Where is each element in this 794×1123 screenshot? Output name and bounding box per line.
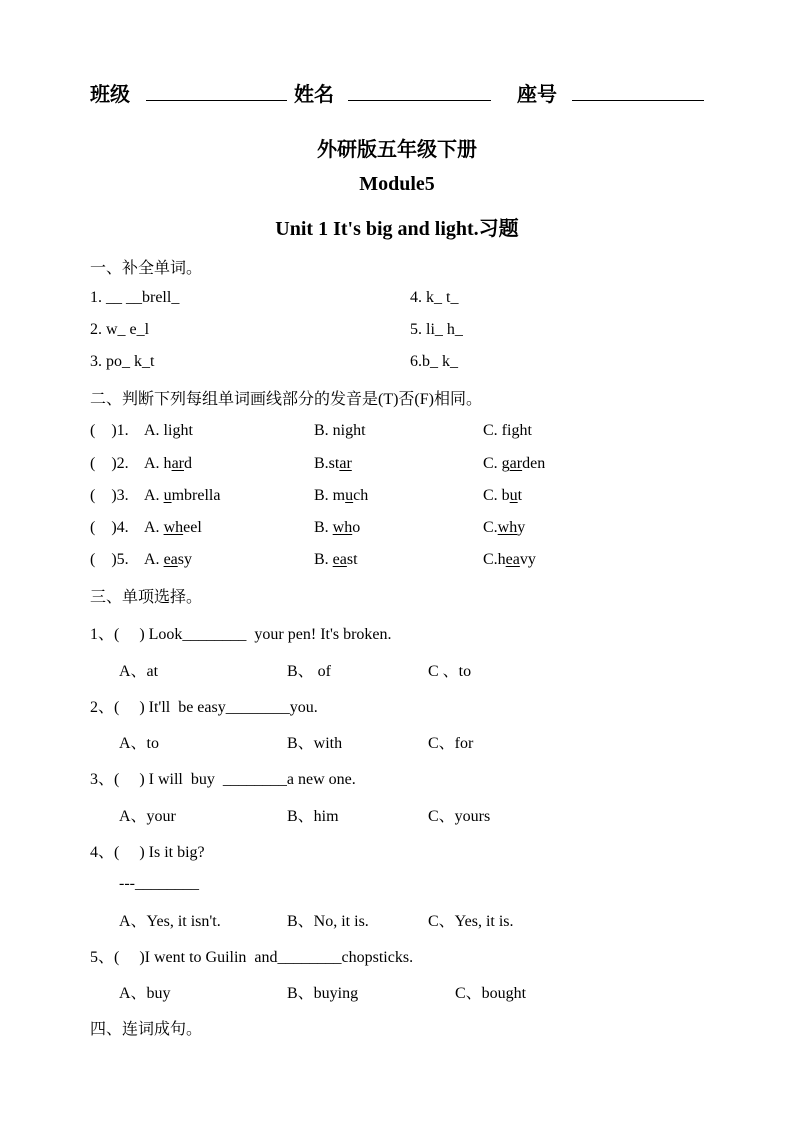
word-suffix: den xyxy=(522,455,546,472)
word-suffix: ht xyxy=(180,422,193,439)
judge-row-3-word-c xyxy=(483,487,522,505)
word-prefix: C. fi xyxy=(483,422,512,439)
question-1-option-a[interactable]: A、at xyxy=(119,663,159,680)
underlined-segment: g xyxy=(172,422,181,439)
judge-row-3-word-a xyxy=(144,487,220,505)
word-prefix: B. xyxy=(314,551,333,568)
word-item-4: 4. k_ t_ xyxy=(410,289,459,306)
word-prefix: B. m xyxy=(314,487,346,504)
underlined-segment: ar xyxy=(339,455,352,472)
judge-row-5-word-c xyxy=(483,551,536,569)
word-item-6: 6.b_ k_ xyxy=(410,353,458,370)
word-prefix: B. ni xyxy=(314,422,346,439)
question-2-option-b[interactable]: B、with xyxy=(287,735,343,752)
word-suffix: y xyxy=(517,519,526,536)
judge-row-5-number[interactable]: ( )5. xyxy=(90,551,129,568)
word-suffix: ht xyxy=(353,422,366,439)
question-3-stem: 3、( ) I will buy ________a new one. xyxy=(90,771,356,788)
judge-row-2-word-c xyxy=(483,455,545,473)
word-prefix: C. g xyxy=(483,455,510,472)
word-prefix: C. b xyxy=(483,487,510,504)
underlined-segment: ea xyxy=(332,551,347,568)
word-prefix: A. li xyxy=(144,422,173,439)
judge-row-2-word-b xyxy=(314,455,352,473)
judge-row-2-number[interactable]: ( )2. xyxy=(90,455,129,472)
word-suffix: ht xyxy=(519,422,532,439)
word-suffix: t xyxy=(517,487,523,504)
word-prefix: C. xyxy=(483,519,498,536)
judge-row-4-number[interactable]: ( )4. xyxy=(90,519,129,536)
underlined-segment: g xyxy=(511,422,520,439)
title-unit: Unit 1 It's big and light.习题 xyxy=(275,218,519,240)
judge-row-4-word-c xyxy=(483,519,525,537)
word-prefix: A. xyxy=(144,519,164,536)
word-suffix: eel xyxy=(183,519,202,536)
question-3-option-b[interactable]: B、him xyxy=(287,808,339,825)
question-4-option-a[interactable]: A、Yes, it isn't. xyxy=(119,913,221,930)
underlined-segment: ea xyxy=(505,551,520,568)
underlined-segment: ar xyxy=(509,455,523,472)
section2-heading: 二、判断下列每组单词画线部分的发音是(T)否(F)相同。 xyxy=(90,391,482,408)
class-blank[interactable] xyxy=(146,100,287,101)
judge-row-1-word-c xyxy=(483,422,532,440)
question-1-stem: 1、( ) Look________ your pen! It's broken. xyxy=(90,626,392,643)
section1-heading: 一、补全单词。 xyxy=(90,260,203,277)
judge-row-1-number[interactable]: ( )1. xyxy=(90,422,129,439)
title-module: Module5 xyxy=(359,173,435,195)
question-4-option-b[interactable]: B、No, it is. xyxy=(287,913,369,930)
word-item-2: 2. w_ e_l xyxy=(90,321,150,338)
word-prefix: A. xyxy=(144,551,164,568)
question-2-stem: 2、( ) It'll be easy________you. xyxy=(90,699,318,716)
word-prefix: A. xyxy=(144,487,164,504)
word-suffix: o xyxy=(352,519,361,536)
word-suffix: vy xyxy=(519,551,536,568)
question-5-stem: 5、( )I went to Guilin and________chopsticks. xyxy=(90,949,414,966)
word-suffix: ch xyxy=(353,487,369,504)
word-suffix: st xyxy=(346,551,358,568)
underlined-segment: g xyxy=(345,422,354,439)
judge-row-3-word-b xyxy=(314,487,368,505)
judge-row-1-word-b xyxy=(314,422,366,440)
word-item-1: 1. __ __brell_ xyxy=(90,289,180,306)
underlined-segment: u xyxy=(509,487,518,504)
word-suffix: mbrella xyxy=(171,487,221,504)
judge-row-4-word-a xyxy=(144,519,202,537)
seat-label: 座号 xyxy=(517,84,557,106)
question-4-option-c[interactable]: C、Yes, it is. xyxy=(428,913,514,930)
underlined-segment: wh xyxy=(497,519,518,536)
question-1-option-b[interactable]: B、 of xyxy=(287,663,332,680)
judge-row-5-word-a xyxy=(144,551,192,569)
question-3-option-c[interactable]: C、yours xyxy=(428,808,491,825)
seat-blank[interactable] xyxy=(572,100,704,101)
underlined-segment: u xyxy=(163,487,172,504)
question-5-option-b[interactable]: B、buying xyxy=(287,985,359,1002)
judge-row-5-word-b xyxy=(314,551,358,569)
word-suffix: sy xyxy=(177,551,192,568)
question-4-answer-line[interactable]: ---________ xyxy=(119,875,199,892)
word-prefix: A. h xyxy=(144,455,172,472)
underlined-segment: u xyxy=(345,487,354,504)
judge-row-1-word-a xyxy=(144,422,193,440)
word-item-5: 5. li_ h_ xyxy=(410,321,463,338)
question-4-stem: 4、( ) Is it big? xyxy=(90,844,205,861)
judge-row-3-number[interactable]: ( )3. xyxy=(90,487,129,504)
word-item-3: 3. po_ k_t xyxy=(90,353,155,370)
name-label: 姓名 xyxy=(294,84,334,106)
underlined-segment: ar xyxy=(171,455,184,472)
word-prefix: C.h xyxy=(483,551,506,568)
judge-row-4-word-b xyxy=(314,519,360,537)
word-prefix: B. xyxy=(314,519,333,536)
underlined-segment: wh xyxy=(332,519,353,536)
question-5-option-c[interactable]: C、bought xyxy=(455,985,527,1002)
word-prefix: B.st xyxy=(314,455,340,472)
title-textbook: 外研版五年级下册 xyxy=(317,139,477,161)
word-suffix: d xyxy=(184,455,192,472)
question-5-option-a[interactable]: A、buy xyxy=(119,985,171,1002)
question-2-option-c[interactable]: C、for xyxy=(428,735,474,752)
class-label: 班级 xyxy=(90,84,130,106)
section4-heading: 四、连词成句。 xyxy=(90,1021,203,1038)
section3-heading: 三、单项选择。 xyxy=(90,589,203,606)
question-3-option-a[interactable]: A、your xyxy=(119,808,176,825)
underlined-segment: wh xyxy=(163,519,184,536)
judge-row-2-word-a xyxy=(144,455,192,473)
question-1-option-c[interactable]: C 、to xyxy=(428,663,472,680)
name-blank[interactable] xyxy=(348,100,491,101)
question-2-option-a[interactable]: A、to xyxy=(119,735,160,752)
underlined-segment: ea xyxy=(163,551,178,568)
